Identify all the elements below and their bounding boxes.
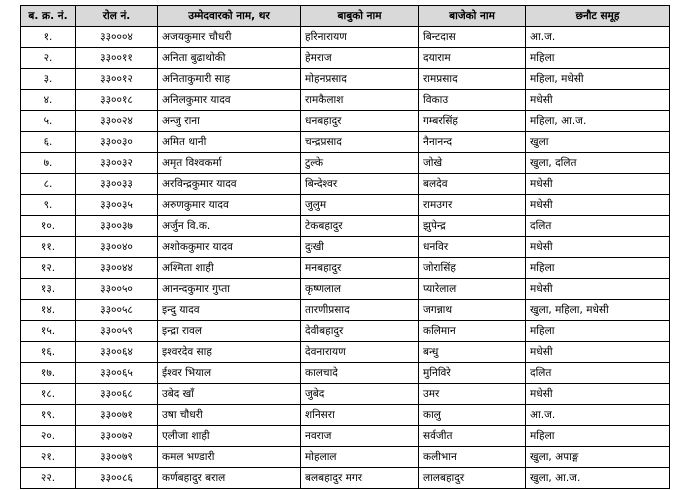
serial-cell: १. xyxy=(21,27,76,48)
group-cell: खुला xyxy=(526,132,670,153)
group-cell: मधेसी xyxy=(526,342,670,363)
father-cell: बिन्देश्वर xyxy=(301,174,419,195)
grandfather-cell: प्यारेलाल xyxy=(419,279,526,300)
father-cell: टुल्के xyxy=(301,153,419,174)
serial-cell: २१. xyxy=(21,447,76,468)
table-header-row xyxy=(21,6,670,27)
father-cell: रामकैलाश xyxy=(301,90,419,111)
roll-cell: ३३०००४ xyxy=(76,27,158,48)
table-row xyxy=(21,279,670,300)
candidate-table xyxy=(20,5,670,489)
father-cell: जुबेद xyxy=(301,384,419,405)
father-cell: देवीबहादुर xyxy=(301,321,419,342)
father-cell: नवराज xyxy=(301,426,419,447)
father-cell: टेकबहादुर xyxy=(301,216,419,237)
serial-cell: १८. xyxy=(21,384,76,405)
serial-cell: ११. xyxy=(21,237,76,258)
group-cell: महिला xyxy=(526,321,670,342)
serial-cell: ५. xyxy=(21,111,76,132)
table-row xyxy=(21,258,670,279)
father-cell: हरिनारायण xyxy=(301,27,419,48)
serial-cell: २. xyxy=(21,48,76,69)
name-cell: उषा चौधरी xyxy=(158,405,301,426)
father-cell: देवनारायण xyxy=(301,342,419,363)
roll-cell: ३३००२४ xyxy=(76,111,158,132)
table-row xyxy=(21,426,670,447)
table-row xyxy=(21,195,670,216)
roll-cell: ३३००१८ xyxy=(76,90,158,111)
roll-cell: ३३००११ xyxy=(76,48,158,69)
grandfather-cell: बन्धु xyxy=(419,342,526,363)
grandfather-cell: धनविर xyxy=(419,237,526,258)
header-name: उम्मेदवारको नाम, थर xyxy=(158,6,301,27)
name-cell: अरविन्द्रकुमार यादव xyxy=(158,174,301,195)
serial-cell: २२. xyxy=(21,468,76,489)
name-cell: एलीजा शाही xyxy=(158,426,301,447)
name-cell: कमल भण्डारी xyxy=(158,447,301,468)
roll-cell: ३३००३३ xyxy=(76,174,158,195)
grandfather-cell: जोखे xyxy=(419,153,526,174)
serial-cell: १३. xyxy=(21,279,76,300)
name-cell: कर्णबहादुर बराल xyxy=(158,468,301,489)
roll-cell: ३३००५९ xyxy=(76,321,158,342)
serial-cell: १९. xyxy=(21,405,76,426)
grandfather-cell: विकाउ xyxy=(419,90,526,111)
grandfather-cell: कलिमान xyxy=(419,321,526,342)
group-cell: आ.ज. xyxy=(526,405,670,426)
serial-cell: ६. xyxy=(21,132,76,153)
roll-cell: ३३००३७ xyxy=(76,216,158,237)
roll-cell: ३३००७९ xyxy=(76,447,158,468)
serial-cell: १२. xyxy=(21,258,76,279)
table-row xyxy=(21,447,670,468)
father-cell: कालचादे xyxy=(301,363,419,384)
grandfather-cell: गम्बरसिंह xyxy=(419,111,526,132)
serial-cell: ८. xyxy=(21,174,76,195)
serial-cell: १५. xyxy=(21,321,76,342)
table-row xyxy=(21,321,670,342)
grandfather-cell: बिन्टदास xyxy=(419,27,526,48)
header-roll: रोल नं. xyxy=(76,6,158,27)
table-row xyxy=(21,342,670,363)
father-cell: तारणीप्रसाद xyxy=(301,300,419,321)
name-cell: इन्द्रा रावल xyxy=(158,321,301,342)
group-cell: मधेसी xyxy=(526,195,670,216)
group-cell: खुला, आ.ज. xyxy=(526,468,670,489)
group-cell: दलित xyxy=(526,216,670,237)
grandfather-cell: उमर xyxy=(419,384,526,405)
group-cell: महिला xyxy=(526,426,670,447)
roll-cell: ३३००५८ xyxy=(76,300,158,321)
table-row xyxy=(21,216,670,237)
roll-cell: ३३००६८ xyxy=(76,384,158,405)
table-row xyxy=(21,174,670,195)
grandfather-cell: मुनिविरे xyxy=(419,363,526,384)
name-cell: उबेद खाँ xyxy=(158,384,301,405)
table-row xyxy=(21,468,670,489)
name-cell: अनिताकुमारी साह xyxy=(158,69,301,90)
roll-cell: ३३००६४ xyxy=(76,342,158,363)
serial-cell: १४. xyxy=(21,300,76,321)
name-cell: अमित थानी xyxy=(158,132,301,153)
grandfather-cell: नैनानन्द xyxy=(419,132,526,153)
table-row xyxy=(21,48,670,69)
father-cell: बलबहादुर मगर xyxy=(301,468,419,489)
roll-cell: ३३००३० xyxy=(76,132,158,153)
group-cell: महिला xyxy=(526,258,670,279)
name-cell: इन्दु यादव xyxy=(158,300,301,321)
father-cell: दुःखी xyxy=(301,237,419,258)
name-cell: आनन्दकुमार गुप्ता xyxy=(158,279,301,300)
name-cell: ईश्वर भियाल xyxy=(158,363,301,384)
table-row xyxy=(21,69,670,90)
father-cell: मोहलाल xyxy=(301,447,419,468)
group-cell: मधेसी xyxy=(526,279,670,300)
father-cell: धनबहादुर xyxy=(301,111,419,132)
name-cell: इश्वरदेव साह xyxy=(158,342,301,363)
roll-cell: ३३००४४ xyxy=(76,258,158,279)
grandfather-cell: रामप्रसाद xyxy=(419,69,526,90)
group-cell: खुला, अपाङ्ग xyxy=(526,447,670,468)
roll-cell: ३३००८६ xyxy=(76,468,158,489)
name-cell: अन्जु राना xyxy=(158,111,301,132)
grandfather-cell: लालबहादुर xyxy=(419,468,526,489)
group-cell: खुला, महिला, मधेसी xyxy=(526,300,670,321)
table-row xyxy=(21,363,670,384)
grandfather-cell: जोरासिंह xyxy=(419,258,526,279)
serial-cell: १०. xyxy=(21,216,76,237)
group-cell: मधेसी xyxy=(526,90,670,111)
father-cell: जुलुम xyxy=(301,195,419,216)
grandfather-cell: झुपेन्द्र xyxy=(419,216,526,237)
group-cell: महिला, आ.ज. xyxy=(526,111,670,132)
father-cell: शनिसरा xyxy=(301,405,419,426)
table-body xyxy=(21,27,670,489)
roll-cell: ३३००४० xyxy=(76,237,158,258)
serial-cell: ४. xyxy=(21,90,76,111)
grandfather-cell: रामउगर xyxy=(419,195,526,216)
name-cell: अर्जुन वि.क. xyxy=(158,216,301,237)
serial-cell: ९. xyxy=(21,195,76,216)
table-row xyxy=(21,405,670,426)
serial-cell: २०. xyxy=(21,426,76,447)
table-row xyxy=(21,90,670,111)
father-cell: कृष्णलाल xyxy=(301,279,419,300)
grandfather-cell: जगन्नाथ xyxy=(419,300,526,321)
header-serial: ब. क्र. नं. xyxy=(21,6,76,27)
group-cell: खुला, दलित xyxy=(526,153,670,174)
serial-cell: ३. xyxy=(21,69,76,90)
serial-cell: ७. xyxy=(21,153,76,174)
group-cell: मधेसी xyxy=(526,384,670,405)
roll-cell: ३३००३२ xyxy=(76,153,158,174)
serial-cell: १७. xyxy=(21,363,76,384)
serial-cell: १६. xyxy=(21,342,76,363)
header-group: छनौट समूह xyxy=(526,6,670,27)
group-cell: दलित xyxy=(526,363,670,384)
name-cell: अनिता बुढाथोकी xyxy=(158,48,301,69)
table-row xyxy=(21,153,670,174)
group-cell: महिला xyxy=(526,48,670,69)
name-cell: अजयकुमार चौधरी xyxy=(158,27,301,48)
grandfather-cell: दयाराम xyxy=(419,48,526,69)
table-row xyxy=(21,384,670,405)
grandfather-cell: कालु xyxy=(419,405,526,426)
table-row xyxy=(21,27,670,48)
group-cell: मधेसी xyxy=(526,174,670,195)
table-row xyxy=(21,111,670,132)
name-cell: अमृत विश्वकर्मा xyxy=(158,153,301,174)
group-cell: महिला, मधेसी xyxy=(526,69,670,90)
father-cell: चन्द्रप्रसाद xyxy=(301,132,419,153)
roll-cell: ३३००७२ xyxy=(76,426,158,447)
table-row xyxy=(21,300,670,321)
name-cell: अनिलकुमार यादव xyxy=(158,90,301,111)
table-row xyxy=(21,132,670,153)
father-cell: मोहनप्रसाद xyxy=(301,69,419,90)
header-father: बाबुको नाम xyxy=(301,6,419,27)
header-grandfather: बाजेको नाम xyxy=(419,6,526,27)
father-cell: मनबहादुर xyxy=(301,258,419,279)
table-row xyxy=(21,237,670,258)
group-cell: आ.ज. xyxy=(526,27,670,48)
grandfather-cell: कलीभान xyxy=(419,447,526,468)
group-cell: मधेसी xyxy=(526,237,670,258)
father-cell: हेमराज xyxy=(301,48,419,69)
name-cell: अश्मिता शाही xyxy=(158,258,301,279)
name-cell: अरुणकुमार यादव xyxy=(158,195,301,216)
grandfather-cell: सर्वजीत xyxy=(419,426,526,447)
grandfather-cell: बलदेव xyxy=(419,174,526,195)
roll-cell: ३३००३५ xyxy=(76,195,158,216)
roll-cell: ३३००६५ xyxy=(76,363,158,384)
roll-cell: ३३००५० xyxy=(76,279,158,300)
roll-cell: ३३००१२ xyxy=(76,69,158,90)
roll-cell: ३३००७१ xyxy=(76,405,158,426)
name-cell: अशोककुमार यादव xyxy=(158,237,301,258)
